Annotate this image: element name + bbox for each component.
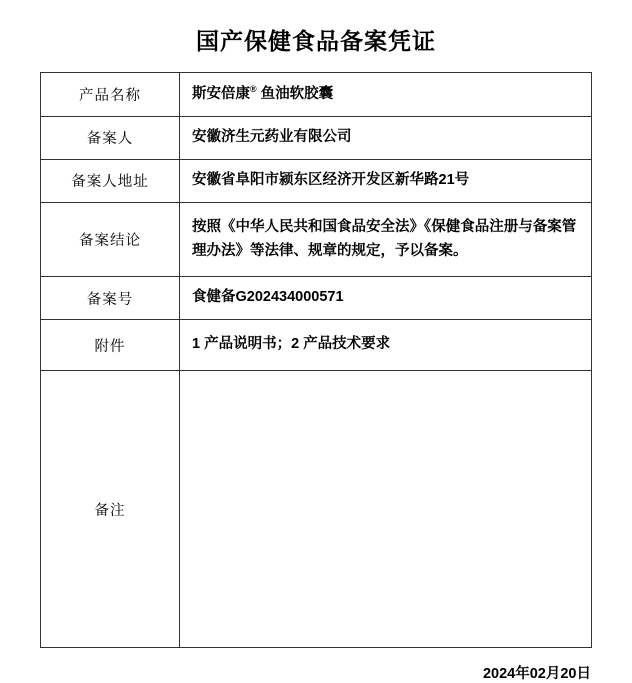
registered-trademark-icon: ® bbox=[250, 84, 257, 94]
row-value-remark bbox=[180, 371, 592, 648]
page-title: 国产保健食品备案凭证 bbox=[196, 29, 436, 54]
row-label-record-number: 备案号 bbox=[41, 277, 180, 320]
table-row bbox=[41, 320, 592, 371]
row-value-record-number: 食健备G202434000571 bbox=[180, 277, 592, 320]
table-row bbox=[41, 116, 592, 159]
row-value-attachments: 1 产品说明书；2 产品技术要求 bbox=[180, 320, 592, 371]
row-label-conclusion: 备案结论 bbox=[41, 202, 180, 277]
product-name-suffix: 鱼油软胶囊 bbox=[256, 85, 334, 102]
row-label-remark: 备注 bbox=[41, 371, 180, 648]
table-row bbox=[41, 73, 592, 117]
product-name-prefix: 斯安倍康 bbox=[192, 85, 250, 102]
row-value-conclusion: 按照《中华人民共和国食品安全法》《保健食品注册与备案管理办法》等法律、规章的规定，予以备案。 bbox=[180, 202, 592, 277]
table-row bbox=[41, 371, 592, 648]
record-table bbox=[40, 72, 592, 648]
row-label-attachments: 附件 bbox=[41, 320, 180, 371]
table-row bbox=[41, 159, 592, 202]
row-value-registrant: 安徽济生元药业有限公司 bbox=[180, 116, 592, 159]
row-label-registrant: 备案人 bbox=[41, 116, 180, 159]
row-value-product-name bbox=[180, 73, 592, 117]
row-label-product-name: 产品名称 bbox=[41, 73, 180, 117]
row-value-registrant-address: 安徽省阜阳市颍东区经济开发区新华路21号 bbox=[180, 159, 592, 202]
table-row bbox=[41, 202, 592, 277]
row-label-registrant-address: 备案人地址 bbox=[41, 159, 180, 202]
issue-date: 2024年02月20日 bbox=[482, 666, 591, 683]
table-row bbox=[41, 277, 592, 320]
